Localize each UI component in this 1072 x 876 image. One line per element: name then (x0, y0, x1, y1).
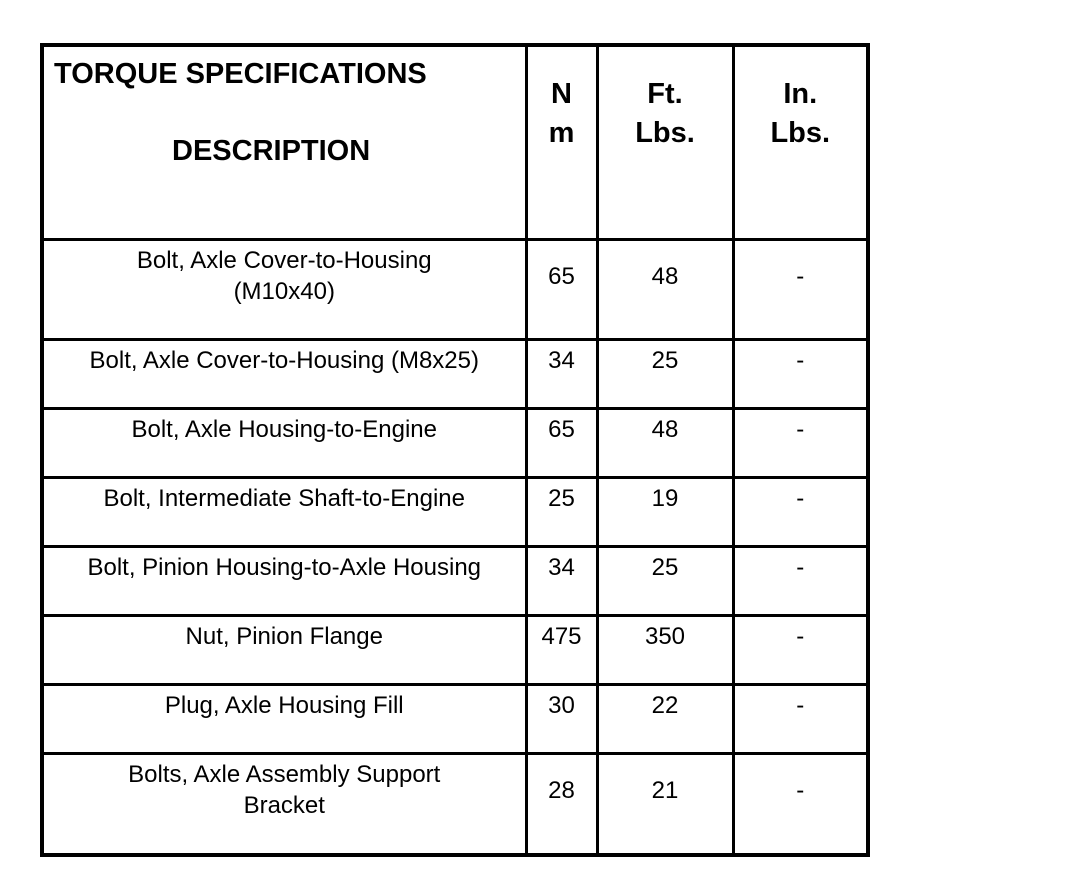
description-cell (42, 239, 526, 339)
ft-lbs-value: 19 (597, 477, 733, 546)
description-line: Bolt, Pinion Housing-to-Axle Housing (87, 553, 482, 581)
description-line: (M10x40) (233, 277, 335, 305)
ft-lbs-value: 48 (597, 408, 733, 477)
table-row (42, 408, 868, 477)
ft-lbs-value: 25 (597, 546, 733, 615)
description-line: Bolt, Intermediate Shaft-to-Engine (103, 484, 466, 512)
table-row (42, 753, 868, 855)
description-line: Bolt, Axle Cover-to-Housing (M8x25) (89, 346, 479, 374)
description-cell (42, 339, 526, 408)
nm-value: 30 (526, 684, 597, 753)
ft-lbs-column-header (597, 45, 733, 239)
in-lbs-value: - (733, 339, 868, 408)
description-cell (42, 546, 526, 615)
table-row (42, 339, 868, 408)
nm-column-header (526, 45, 597, 239)
in-lbs-value: - (733, 684, 868, 753)
ft-lbs-header-line-2: Lbs. (635, 117, 695, 149)
description-cell (42, 477, 526, 546)
ft-lbs-value: 48 (597, 239, 733, 339)
table-row (42, 684, 868, 753)
nm-header-line-2: m (548, 117, 575, 149)
description-column-header: DESCRIPTION (172, 135, 371, 167)
nm-value: 34 (526, 339, 597, 408)
ft-lbs-header-line-1: Ft. (647, 78, 683, 110)
nm-value: 34 (526, 546, 597, 615)
description-cell (42, 684, 526, 753)
table-row (42, 615, 868, 684)
description-line: Plug, Axle Housing Fill (164, 691, 404, 719)
torque-specifications-table (40, 43, 870, 857)
table-row (42, 546, 868, 615)
ft-lbs-value: 25 (597, 339, 733, 408)
description-line: Bolts, Axle Assembly Support (128, 760, 441, 788)
table-header-row (42, 45, 868, 239)
description-line: Bracket (243, 791, 325, 819)
in-lbs-value: - (733, 753, 868, 855)
in-lbs-value: - (733, 477, 868, 546)
table-row (42, 239, 868, 339)
ft-lbs-value: 22 (597, 684, 733, 753)
ft-lbs-value: 21 (597, 753, 733, 855)
description-cell (42, 408, 526, 477)
in-lbs-value: - (733, 239, 868, 339)
in-lbs-value: - (733, 615, 868, 684)
description-cell (42, 753, 526, 855)
table-title: TORQUE SPECIFICATIONS (54, 58, 427, 90)
in-lbs-column-header (733, 45, 868, 239)
in-lbs-value: - (733, 408, 868, 477)
nm-value: 475 (526, 615, 597, 684)
description-header-cell (42, 45, 526, 239)
description-line: Nut, Pinion Flange (185, 622, 383, 650)
ft-lbs-value: 350 (597, 615, 733, 684)
description-line: Bolt, Axle Cover-to-Housing (136, 246, 432, 274)
nm-value: 65 (526, 408, 597, 477)
in-lbs-value: - (733, 546, 868, 615)
nm-value: 28 (526, 753, 597, 855)
nm-value: 25 (526, 477, 597, 546)
description-line: Bolt, Axle Housing-to-Engine (131, 415, 437, 443)
table-row (42, 477, 868, 546)
nm-value: 65 (526, 239, 597, 339)
nm-header-line-1: N (551, 78, 572, 110)
in-lbs-header-line-2: Lbs. (770, 117, 831, 149)
in-lbs-header-line-1: In. (783, 78, 818, 110)
description-cell (42, 615, 526, 684)
